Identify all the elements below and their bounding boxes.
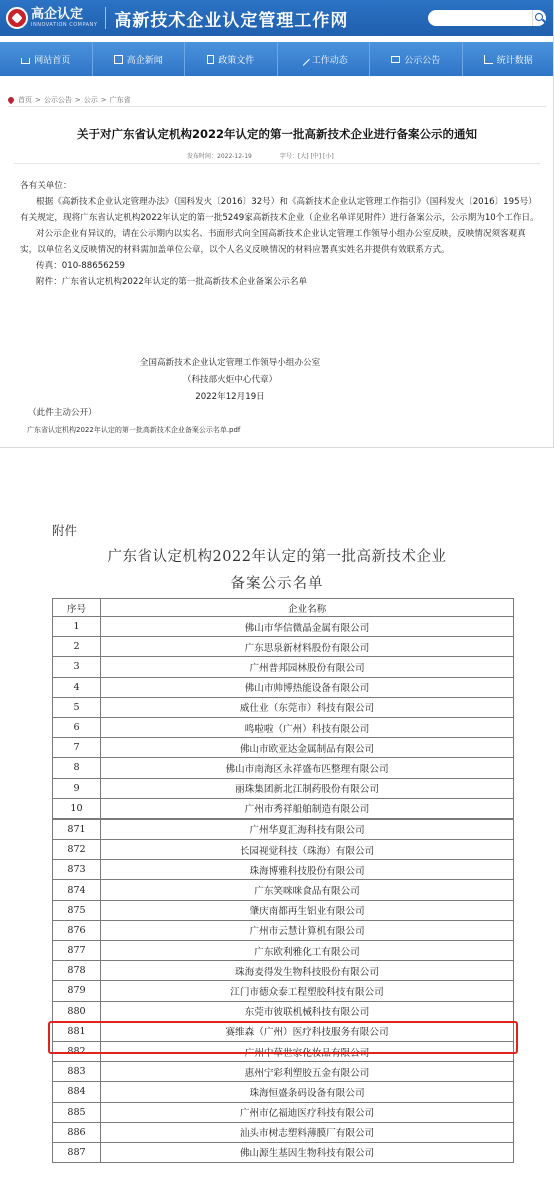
document-icon [207, 55, 214, 64]
row-company-name: 珠海麦得发生物科技股份有限公司 [101, 961, 514, 981]
row-seq: 884 [53, 1082, 101, 1102]
row-company-name: 佛山市帅博热能设备有限公司 [101, 677, 514, 697]
publish-time: 发布时间：2022-12-19 [187, 153, 252, 160]
table-row [53, 1122, 514, 1142]
nav-item-home[interactable]: 网站首页 [0, 42, 93, 76]
breadcrumb-public[interactable]: 公示 [83, 96, 98, 104]
table-row [53, 900, 514, 920]
nav-item-news[interactable]: 高企新闻 [93, 42, 186, 76]
row-company-name: 广州市亿福迪医疗科技有限公司 [101, 1102, 514, 1122]
site-title: 高新技术企业认定管理工作网 [114, 10, 349, 31]
row-seq: 878 [53, 961, 101, 981]
pen-icon [297, 53, 310, 66]
row-company-name: 佛山市南海区永祥盛布匹整理有限公司 [101, 758, 514, 778]
nav-item-work[interactable]: 工作动态 [278, 42, 371, 76]
doc-attachment-label: 附件 [52, 523, 78, 538]
nav-item-stats[interactable]: 统计数据 [463, 42, 554, 76]
col-header-seq: 序号 [53, 599, 101, 617]
table-row [53, 677, 514, 697]
article-meta [187, 151, 334, 160]
attachment-note: 附件：广东省认定机构2022年认定的第一批高新技术企业备案公示名单 [36, 277, 308, 287]
row-company-name: 威仕业（东莞市）科技有限公司 [101, 697, 514, 717]
fax-line: 传真：010-88656259 [36, 261, 126, 271]
row-seq: 873 [53, 860, 101, 880]
nav-item-notices[interactable]: 公示公告 [370, 42, 463, 76]
table-row [53, 778, 514, 798]
home-icon [21, 58, 30, 64]
table-row [53, 617, 514, 637]
company-list-table [52, 598, 514, 1163]
signature-block [0, 355, 460, 406]
table-row [53, 758, 514, 778]
table-header-row [53, 599, 514, 617]
main-nav [0, 42, 554, 76]
doc-title-line1: 广东省认定机构2022年认定的第一批高新技术企业 [107, 549, 447, 565]
row-seq: 885 [53, 1102, 101, 1122]
table-row [53, 1001, 514, 1021]
search-icon[interactable] [532, 10, 546, 26]
doc-title-line2: 备案公示名单 [230, 576, 324, 592]
public-note: （此件主动公开） [28, 408, 97, 418]
row-company-name: 珠海恒盛条码设备有限公司 [101, 1082, 514, 1102]
table-row [53, 798, 514, 818]
row-company-name: 广州华夏汇海科技有限公司 [101, 819, 514, 839]
row-company-name: 丽珠集团新北江制药股份有限公司 [101, 778, 514, 798]
row-company-name: 惠州宁彩利塑胶五金有限公司 [101, 1062, 514, 1082]
row-company-name: 广州普邦园林股份有限公司 [101, 657, 514, 677]
salutation: 各有关单位： [20, 181, 72, 191]
article-title: 关于对广东省认定机构2022年认定的第一批高新技术企业进行备案公示的通知 [76, 127, 477, 141]
row-seq: 877 [53, 941, 101, 961]
row-seq: 887 [53, 1142, 101, 1162]
table-row [53, 981, 514, 1001]
row-seq: 2 [53, 637, 101, 657]
row-seq: 5 [53, 697, 101, 717]
row-seq: 875 [53, 900, 101, 920]
row-company-name: 东莞市彼联机械科技有限公司 [101, 1001, 514, 1021]
signer-office: 全国高新技术企业认定管理工作领导小组办公室 [139, 358, 321, 368]
table-row [53, 1021, 514, 1041]
table-row [53, 717, 514, 737]
table-row [53, 961, 514, 981]
table-row [53, 738, 514, 758]
breadcrumb-guangdong[interactable]: 广东省 [109, 96, 131, 104]
font-size-switch[interactable]: 字号：[大] [中] [小] [279, 153, 334, 160]
row-seq: 881 [53, 1021, 101, 1041]
paragraph-2: 对公示企业有异议的，请在公示期内以实名、书面形式向全国高新技术企业认定管理工作领导小组办公室反映，反映情况须客观真实，以单位名义反映情况的材料需加盖单位公章，以个人名义反映情况的材料应署真实姓名并提供有效联系方式。 [20, 229, 526, 255]
table-row [53, 819, 514, 839]
row-seq: 882 [53, 1041, 101, 1061]
row-company-name: 广州市秀祥船舶制造有限公司 [101, 798, 514, 818]
row-seq: 6 [53, 717, 101, 737]
nav-item-policy[interactable]: 政策文件 [185, 42, 278, 76]
table-row [53, 840, 514, 860]
row-seq: 886 [53, 1122, 101, 1142]
row-seq: 10 [53, 798, 101, 818]
signer-seal: （科技部火炬中心代章） [182, 375, 278, 385]
breadcrumb-home[interactable]: 首页 [18, 96, 32, 104]
row-company-name: 广州中草世家化妆品有限公司 [101, 1041, 514, 1061]
row-seq: 872 [53, 840, 101, 860]
table-row [53, 1041, 514, 1061]
row-company-name: 广东笑咪咪食品有限公司 [101, 880, 514, 900]
row-company-name: 广州市云慧计算机有限公司 [101, 920, 514, 940]
search-input[interactable] [428, 10, 532, 26]
row-seq: 871 [53, 819, 101, 839]
row-company-name: 广东思泉新材料股份有限公司 [101, 637, 514, 657]
search-bar [428, 10, 546, 26]
news-icon [114, 55, 123, 64]
col-header-name: 企业名称 [101, 599, 514, 617]
divider [14, 163, 540, 164]
chart-icon [484, 55, 493, 64]
row-seq: 880 [53, 1001, 101, 1021]
paragraph-1: 根据《高新技术企业认定管理办法》（国科发火〔2016〕32号）和《高新技术企业认定管理工作指引》（国科发火〔2016〕195号）有关规定，现将广东省认定机构2022年认定的第一批5249家高新技术企业（企业名单详见附件）进行备案公示，公示期为10个工作日。 [20, 197, 539, 223]
logo-text-cn: 高企认定 [31, 7, 84, 22]
row-seq: 879 [53, 981, 101, 1001]
header-divider [105, 7, 106, 29]
table-row [53, 657, 514, 677]
table-row [53, 1082, 514, 1102]
attachment-download-link[interactable]: 广东省认定机构2022年认定的第一批高新技术企业备案公示名单.pdf [27, 426, 241, 434]
divider [8, 106, 546, 107]
table-row [53, 1062, 514, 1082]
location-pin-icon [7, 96, 15, 104]
row-seq: 1 [53, 617, 101, 637]
row-company-name: 汕头市树志塑料薄膜厂有限公司 [101, 1122, 514, 1142]
row-company-name: 佛山市欧亚达金属制品有限公司 [101, 738, 514, 758]
table-body-top [53, 617, 514, 819]
row-company-name: 赛维森（广州）医疗科技服务有限公司 [101, 1021, 514, 1041]
table-row [53, 860, 514, 880]
row-company-name: 珠海博雅科技股份有限公司 [101, 860, 514, 880]
row-seq: 8 [53, 758, 101, 778]
breadcrumb-notices[interactable]: 公示公告 [43, 96, 72, 104]
table-row [53, 637, 514, 657]
article-body [20, 178, 540, 290]
row-company-name: 鸣啦啦（广州）科技有限公司 [101, 717, 514, 737]
row-seq: 9 [53, 778, 101, 798]
row-company-name: 广东欧利雅化工有限公司 [101, 941, 514, 961]
row-company-name: 江门市德众泰工程塑胶科技有限公司 [101, 981, 514, 1001]
table-row [53, 697, 514, 717]
row-seq: 4 [53, 677, 101, 697]
table-row [53, 1142, 514, 1162]
table-row [53, 880, 514, 900]
logo-emblem-icon [6, 7, 28, 29]
row-seq: 876 [53, 920, 101, 940]
table-row [53, 920, 514, 940]
sign-date: 2022年12月19日 [195, 392, 265, 402]
breadcrumb: 首页 > 公示公告 > 公示 > 广东省 [8, 95, 131, 105]
site-logo[interactable] [6, 7, 97, 29]
row-seq: 883 [53, 1062, 101, 1082]
screen-icon [391, 56, 400, 63]
row-company-name: 佛山市华信微晶金属有限公司 [101, 617, 514, 637]
table-body-bottom [53, 819, 514, 1162]
row-seq: 874 [53, 880, 101, 900]
row-seq: 7 [53, 738, 101, 758]
row-company-name: 肇庆南都再生铝业有限公司 [101, 900, 514, 920]
table-row [53, 941, 514, 961]
logo-text-en: INNOVATION COMPANY [31, 22, 98, 28]
row-seq: 3 [53, 657, 101, 677]
site-header [0, 0, 554, 36]
row-company-name: 长园视觉科技（珠海）有限公司 [101, 840, 514, 860]
row-company-name: 佛山源生基因生物科技有限公司 [101, 1142, 514, 1162]
table-row [53, 1102, 514, 1122]
